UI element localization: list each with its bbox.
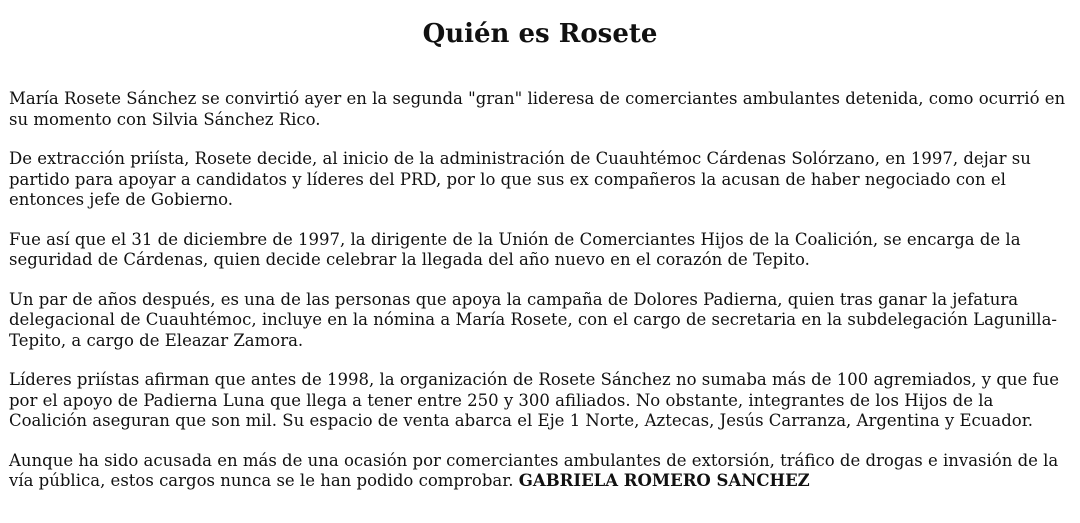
last-paragraph-text: Aunque ha sido acusada en más de una ocasión por comerciantes ambulantes de extorsión, tráfico de drogas e invasión de la vía pública, estos cargos nunca se le han podido comprobar. [9,450,1059,490]
author-byline: GABRIELA ROMERO SANCHEZ [518,471,810,490]
article-body [9,89,1071,492]
article-paragraph-last [9,451,1071,492]
article-title: Quién es Rosete [422,19,658,49]
article-paragraph: Fue así que el 31 de diciembre de 1997, la dirigente de la Unión de Comerciantes Hijos de la Coalición, se encarga de la seguridad de Cárdenas, quien decide celebrar la llegada del año nuevo en el corazón de Tepito. [9,229,1021,269]
article-paragraph: María Rosete Sánchez se convirtió ayer en la segunda "gran" lideresa de comerciantes ambulantes detenida, como ocurrió en su momento con Silvia Sánchez Rico. [9,89,1066,129]
article-paragraph: Líderes priístas afirman que antes de 1998, la organización de Rosete Sánchez no sumaba más de 100 agremiados, y que fue por el apoyo de Padierna Luna que llega a tener entre 250 y 300 afiliados. No obstante, integrantes de los Hijos de la Coalición aseguran que son mil. Su espacio de venta abarca el Eje 1 Norte, Aztecas, Jesús Carranza, Argentina y Ecuador. [9,370,1060,430]
article-paragraph: De extracción priísta, Rosete decide, al inicio de la administración de Cuauhtémoc Cárdenas Solórzano, en 1997, dejar su partido para apoyar a candidatos y líderes del PRD, por lo que sus ex compañeros la acusan de haber negociado con el entonces jefe de Gobierno. [9,149,1031,209]
article-paragraph: Un par de años después, es una de las personas que apoya la campaña de Dolores Padierna, quien tras ganar la jefatura delegacional de Cuauhtémoc, incluye en la nómina a María Rosete, con el cargo de secretaria en la subdelegación Lagunilla-Tepito, a cargo de Eleazar Zamora. [9,289,1057,350]
